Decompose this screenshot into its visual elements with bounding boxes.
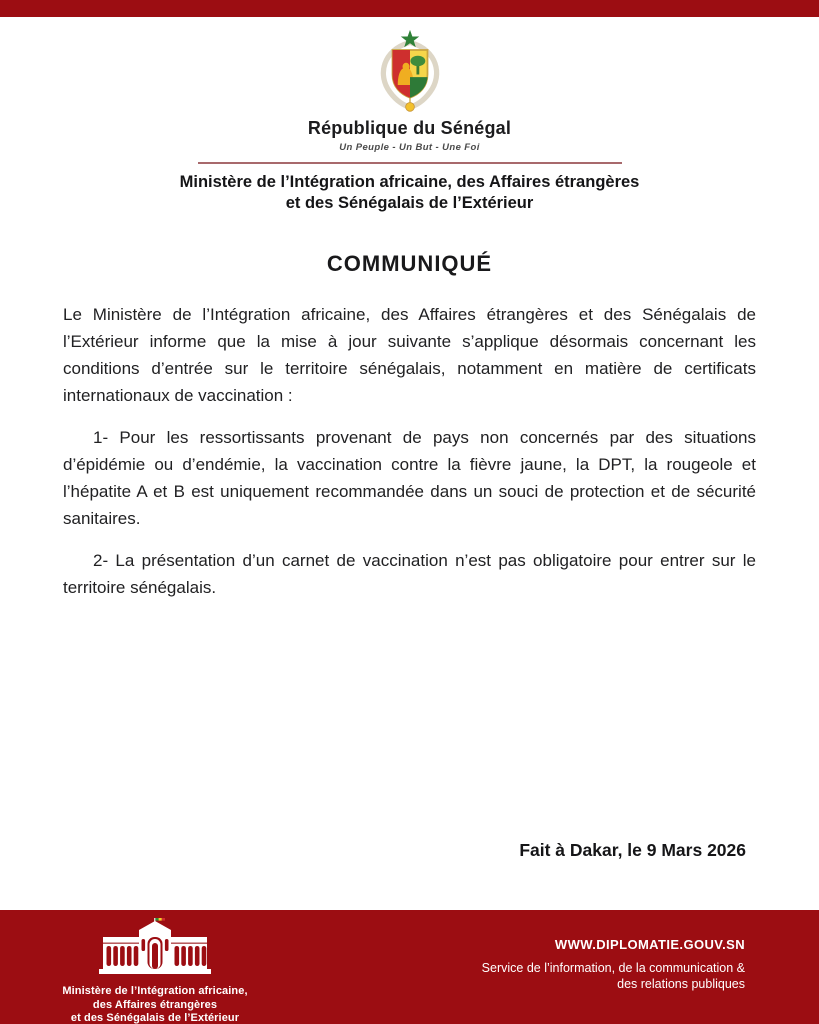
- ministry-name-line2: et des Sénégalais de l’Extérieur: [285, 194, 534, 212]
- service-line2: des relations publiques: [617, 977, 745, 991]
- country-name: République du Sénégal: [307, 118, 512, 138]
- footer-ministry-line2: des Affaires étrangères: [92, 998, 218, 1011]
- header: [0, 17, 819, 214]
- service-description: [482, 960, 745, 992]
- footer-ministry-block: [55, 917, 255, 1024]
- header-separator: [198, 162, 622, 164]
- senegal-coat-of-arms-icon: [366, 29, 454, 113]
- paragraph-item-1: 1- Pour les ressortissants provenant de pays non concernés par des situations d’épidémie ou d’endémie, la vaccination contre la fièvre jaune, la DPT, la rougeole et l’hépatite A et B est uniquement recommandée dans un souci de protection et de sécurité sanitaires.: [63, 428, 756, 528]
- ministry-name: [0, 172, 819, 214]
- national-motto: Un Peuple - Un But - Une Foi: [339, 142, 480, 153]
- website-link[interactable]: WWW.DIPLOMATIE.GOUV.SN: [554, 937, 745, 952]
- document-body: [63, 301, 756, 601]
- paragraph-item-2: 2- La présentation d’un carnet de vaccination n’est pas obligatoire pour entrer sur le territoire sénégalais.: [63, 551, 756, 597]
- footer-ministry-line1: Ministère de l’Intégration africaine,: [62, 985, 248, 997]
- footer-ministry-line3: et des Sénégalais de l’Extérieur: [70, 1012, 240, 1024]
- top-red-bar: [0, 0, 819, 17]
- footer-contact-block: [482, 937, 745, 992]
- ministry-name-line1: Ministère de l’Intégration africaine, des Affaires étrangères: [179, 173, 640, 191]
- footer-ministry-name: [55, 985, 255, 1024]
- paragraph-intro: Le Ministère de l’Intégration africaine, des Affaires étrangères et des Sénégalais de l’Extérieur informe que la mise à jour suivante s’applique désormais concernant les conditions d’entrée sur le territoire sénégalais, notamment en matière de certificats internationaux de vaccination :: [63, 305, 756, 405]
- presidential-palace-icon: [94, 964, 216, 981]
- service-line1: Service de l’information, de la communication &: [481, 961, 745, 975]
- dateline: Fait à Dakar, le 9 Mars 2026: [519, 840, 746, 860]
- document-title: COMMUNIQUÉ: [326, 251, 493, 276]
- footer: [0, 910, 819, 1024]
